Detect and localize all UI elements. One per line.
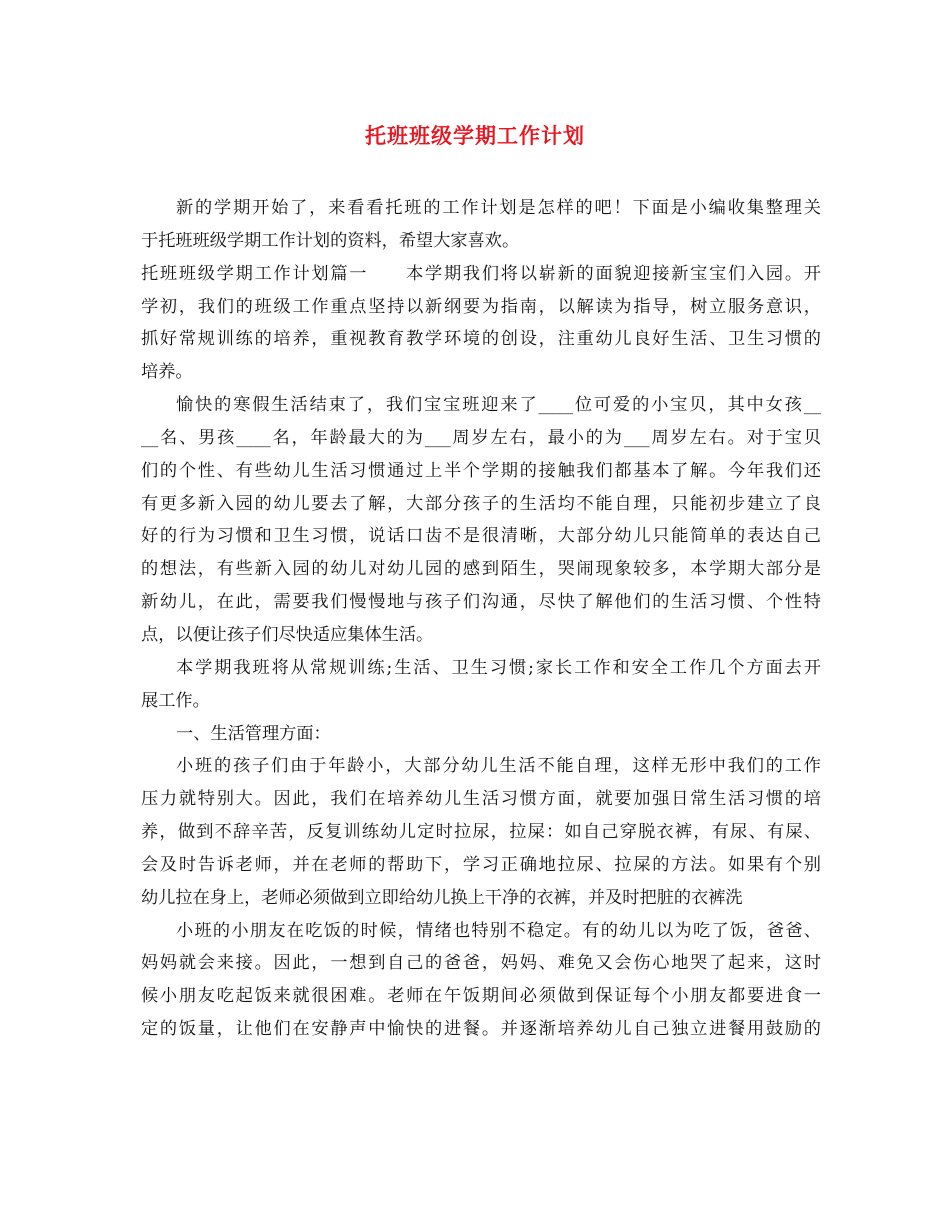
text-line: 愉快的寒假生活结束了，我们宝宝班迎来了____位可爱的小宝贝，其中女孩__ bbox=[176, 395, 821, 416]
text-line: 压力就特别大。因此，我们在培养幼儿生活习惯方面，就要加强日常生活习惯的培 bbox=[141, 789, 821, 810]
text-line: 新的学期开始了，来看看托班的工作计划是怎样的吧！下面是小编收集整理关 bbox=[176, 198, 821, 218]
text-line: 一、生活管理方面： bbox=[176, 723, 331, 744]
text-line: 托班班级学期工作计划篇一 本学期我们将以崭新的面貌迎接新宝宝们入园。开 bbox=[141, 263, 821, 284]
document-body bbox=[141, 192, 821, 1046]
text-line: 于托班班级学期工作计划的资料，希望大家喜欢。 bbox=[141, 230, 520, 251]
text-line: 培养。 bbox=[141, 362, 193, 383]
text-line: 好的行为习惯和卫生习惯，说话口齿不是很清晰，大部分幼儿只能简单的表达自己 bbox=[141, 526, 821, 547]
text-line: 的想法，有些新入园的幼儿对幼儿园的感到陌生，哭闹现象较多，本学期大部分是 bbox=[141, 559, 821, 580]
text-line: 本学期我班将从常规训练;生活、卫生习惯;家长工作和安全工作几个方面去开 bbox=[176, 657, 821, 678]
text-line: 点，以便让孩子们尽快适应集体生活。 bbox=[141, 624, 434, 645]
text-line: 有更多新入园的幼儿要去了解，大部分孩子的生活均不能自理，只能初步建立了良 bbox=[141, 493, 821, 514]
text-line: 展工作。 bbox=[141, 690, 210, 711]
text-line: 学初，我们的班级工作重点坚持以新纲要为指南，以解读为指导，树立服务意识， bbox=[141, 296, 821, 317]
text-line: 新幼儿，在此，需要我们慢慢地与孩子们沟通，尽快了解他们的生活习惯、个性特 bbox=[141, 592, 821, 613]
document-title: 托班班级学期工作计划 bbox=[365, 123, 585, 148]
text-line: 们的个性、有些幼儿生活习惯通过上半个学期的接触我们都基本了解。今年我们还 bbox=[141, 460, 821, 481]
text-line: 养，做到不辞辛苦，反复训练幼儿定时拉尿，拉屎：如自己穿脱衣裤，有尿、有屎、 bbox=[141, 822, 821, 843]
text-line: 会及时告诉老师，并在老师的帮助下，学习正确地拉尿、拉屎的方法。如果有个别 bbox=[141, 854, 821, 875]
text-line: 妈妈就会来接。因此，一想到自己的爸爸，妈妈、难免又会伤心地哭了起来，这时 bbox=[141, 953, 821, 974]
text-line: __名、男孩____名，年龄最大的为___周岁左右，最小的为___周岁左右。对于宝贝 bbox=[141, 427, 821, 448]
text-line: 小班的小朋友在吃饭的时候，情绪也特别不稳定。有的幼儿以为吃了饭，爸爸、 bbox=[176, 920, 821, 941]
text-line: 幼儿拉在身上，老师必须做到立即给幼儿换上干净的衣裤，并及时把脏的衣裤洗 bbox=[141, 887, 743, 908]
text-line: 小班的孩子们由于年龄小，大部分幼儿生活不能自理，这样无形中我们的工作 bbox=[176, 756, 821, 777]
text-line: 抓好常规训练的培养，重视教育教学环境的创设，注重幼儿良好生活、卫生习惯的 bbox=[141, 329, 821, 350]
text-line: 定的饭量，让他们在安静声中愉快的进餐。并逐渐培养幼儿自己独立进餐用鼓励的 bbox=[141, 1019, 821, 1040]
text-line: 候小朋友吃起饭来就很困难。老师在午饭期间必须做到保证每个小朋友都要进食一 bbox=[141, 986, 821, 1007]
